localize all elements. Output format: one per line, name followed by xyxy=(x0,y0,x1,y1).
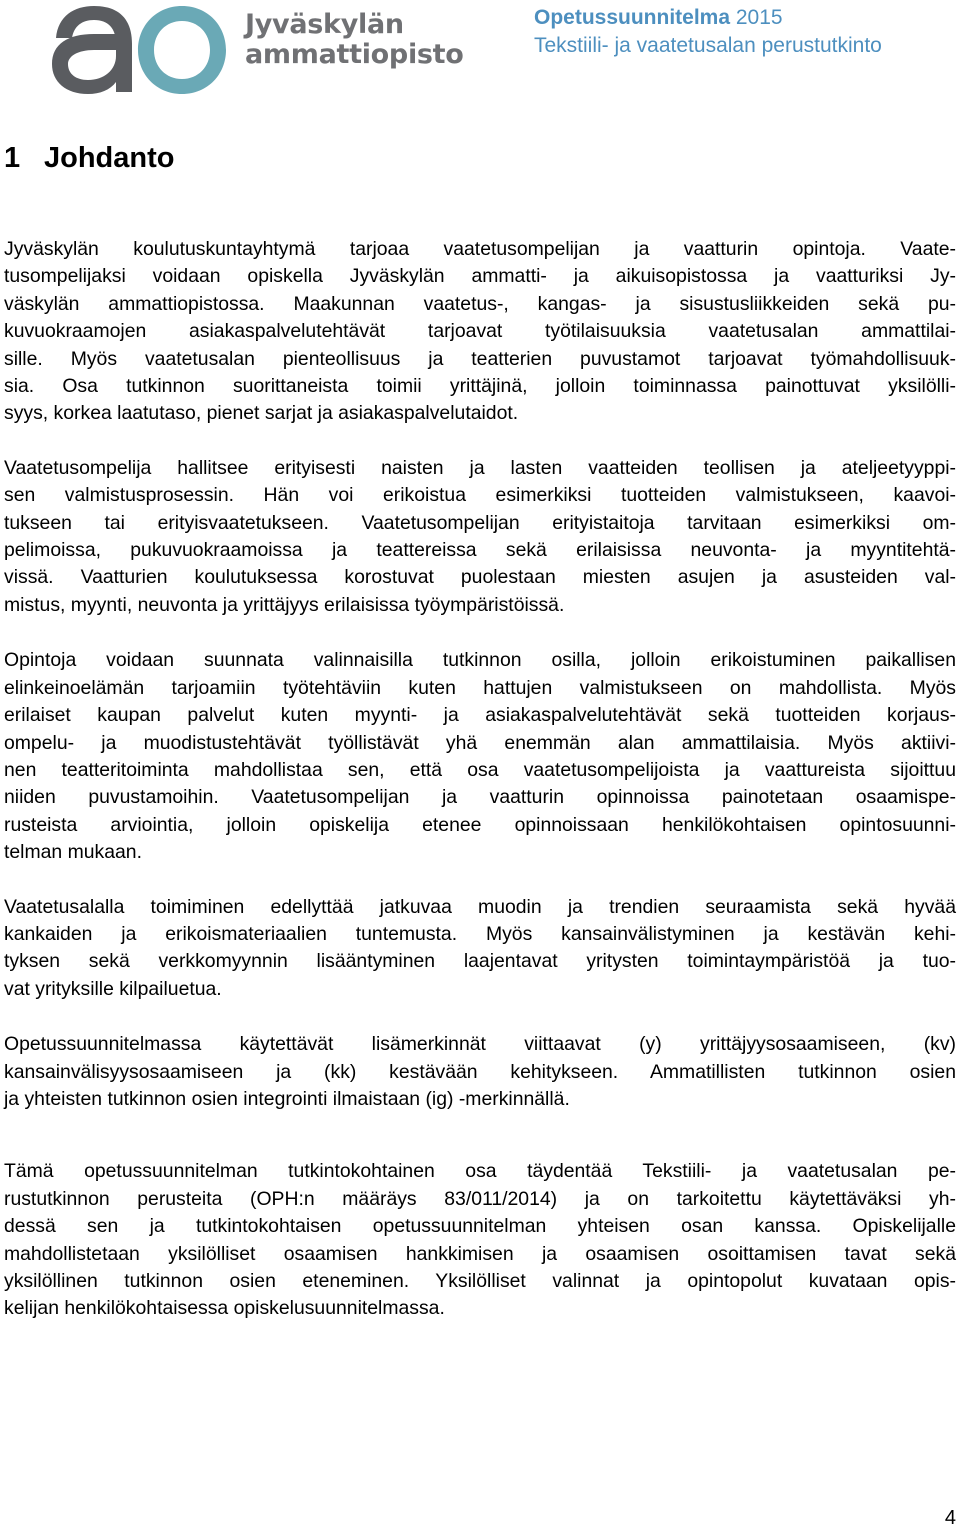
document-title-text: Opetussuunnitelma xyxy=(534,6,731,29)
document-header xyxy=(534,4,934,60)
paragraph-line: ja yhteisten tutkinnon osien integrointi ilmaistaan (ig) -merkinnällä. xyxy=(4,1087,570,1110)
paragraph-line: nen teatteritoiminta mahdollistaa sen, että osa vaatetusompelijoista ja vaattureista sijoittuu xyxy=(4,758,956,781)
paragraph-line: Opetussuunnitelmassa käytettävät lisämerkinnät viittaavat (y) yrittäjyysosaamiseen, (kv) xyxy=(4,1033,956,1056)
paragraph-line: vat yrityksille kilpailuetua. xyxy=(4,977,222,1000)
paragraph-line: rusteista arviointia, jolloin opiskelija etenee opinnoissaan henkilökohtaisen opintosuunni- xyxy=(4,813,956,836)
ao-logo-mark-icon xyxy=(48,0,228,100)
paragraph xyxy=(4,647,956,866)
paragraph-line: Jyväskylän koulutuskuntayhtymä tarjoaa vaatetusompelijan ja vaatturin opintoja. Vaate- xyxy=(4,238,956,260)
logo-wordmark xyxy=(245,10,464,70)
paragraph-line: kankaiden ja erikoismateriaalien tuntemusta. Myös kansainvälistyminen ja kestävän kehi- xyxy=(4,922,956,945)
page-number: 4 xyxy=(944,1507,956,1529)
paragraph-line: syys, korkea laatutaso, pienet sarjat ja asiakaspalvelutaidot. xyxy=(4,402,519,425)
paragraph-line: erilaiset kaupan palvelut kuten myynti- ja asiakaspalvelutehtävät sekä tuotteiden korjaus- xyxy=(4,704,956,727)
document-title-year: 2015 xyxy=(735,6,783,29)
paragraph-line: tyksen sekä verkkomyynnin lisääntyminen laajentavat yritysten toimintaympäristöä ja tuo- xyxy=(4,950,956,973)
paragraph-line: Vaatetusalalla toimiminen edellyttää jatkuvaa muodin ja trendien seuraamista sekä hyvää xyxy=(4,895,956,918)
logo-name-line-2: ammattiopisto xyxy=(245,39,464,70)
section-title: Johdanto xyxy=(44,142,175,174)
paragraph-line: mahdollistetaan yksilölliset osaamisen hankkimisen ja osaamisen osoittamisen tavat sekä xyxy=(4,1242,956,1265)
paragraph-line: rustutkinnon perusteita (OPH:n määräys 83/011/2014) ja on tarkoitettu käytettäväksi yh- xyxy=(4,1187,956,1210)
paragraph-line: pelimoissa, pukuvuokraamoissa ja teattereissa sekä erilaisissa neuvonta- ja myyntitehtä- xyxy=(4,539,956,562)
paragraph-line: Opintoja voidaan suunnata valinnaisilla tutkinnon osilla, jolloin erikoistuminen paikallisen xyxy=(4,649,956,672)
paragraph-line: niiden puvustamoihin. Vaatetusompelijan ja vaatturin opinnoissa painotetaan osaamispe- xyxy=(4,786,956,809)
paragraph-line: tusompelijaksi voidaan opiskella Jyväskylän ammatti- ja aikuisopistossa ja vaatturiksi Jy- xyxy=(4,265,956,288)
body-content xyxy=(4,236,956,1323)
document-subtitle: Tekstiili- ja vaatetusalan perustutkinto xyxy=(534,34,882,57)
paragraph-line: kansainvälisyysosaamiseen ja (kk) kestävään kehitykseen. Ammatillisten tutkinnon osien xyxy=(4,1060,956,1083)
paragraph-line: telman mukaan. xyxy=(4,841,142,864)
institution-logo xyxy=(48,0,464,100)
paragraph xyxy=(4,1158,956,1322)
section-number: 1 xyxy=(4,142,21,174)
paragraph-line: sille. Myös vaatetusalan pienteollisuus ja teatterien puvustamot tarjoavat työmahdollisuuk- xyxy=(4,347,956,370)
logo-name-line-1: Jyväskylän xyxy=(245,9,404,40)
paragraph xyxy=(4,1031,956,1113)
paragraph xyxy=(4,455,956,619)
paragraph-line: yksilöllinen tutkinnon osien eteneminen. Yksilölliset valinnat ja opintopolut kuvataan opis- xyxy=(4,1270,956,1292)
paragraph-line: Vaatetusompelija hallitsee erityisesti naisten ja lasten vaatteiden teollisen ja ateljeetyyppi- xyxy=(4,456,956,479)
section-heading xyxy=(4,138,175,178)
paragraph-line: tukseen tai erityisvaatetukseen. Vaatetusompelijan erityistaitoja tarvitaan esimerkiksi om- xyxy=(4,511,956,534)
paragraph-line: mistus, myynti, neuvonta ja yrittäjyys erilaisissa työympäristöissä. xyxy=(4,593,565,616)
paragraph xyxy=(4,894,956,1004)
paragraph-line: elinkeinoelämän tarjoamiin työtehtäviin kuten hattujen valmistukseen on mahdollista. Myös xyxy=(4,676,956,699)
paragraph-line: sia. Osa tutkinnon suorittaneista toimii yrittäjinä, jolloin toiminnassa painottuvat yksilölli- xyxy=(4,375,956,398)
paragraph-line: kelijan henkilökohtaisessa opiskelusuunnitelmassa. xyxy=(4,1297,445,1320)
paragraph-line: dessä sen ja tutkintokohtaisen opetussuunnitelman yhteisen osan kanssa. Opiskelijalle xyxy=(4,1215,956,1238)
paragraph-line: ompelu- ja muodistustehtävät työllistävät yhä enemmän alan ammattilaisia. Myös aktiivi- xyxy=(4,731,956,754)
paragraph-line: vissä. Vaatturien koulutuksessa korostuvat puolestaan miesten asujen ja asusteiden val- xyxy=(4,566,956,589)
paragraph xyxy=(4,236,956,428)
paragraph-line: sen valmistusprosessin. Hän voi erikoistua esimerkiksi tuotteiden valmistukseen, kaavoi- xyxy=(4,484,956,507)
paragraph-line: Tämä opetussuunnitelman tutkintokohtainen osa täydentää Tekstiili- ja vaatetusalan pe- xyxy=(4,1160,956,1183)
paragraph-line: kuvuokraamojen asiakaspalvelutehtävät tarjoavat työtilaisuuksia vaatetusalan ammattilai- xyxy=(4,320,956,343)
document-title xyxy=(534,4,934,32)
paragraph-line: väskylän ammattiopistossa. Maakunnan vaatetus-, kangas- ja sisustusliikkeiden sekä pu- xyxy=(4,292,956,315)
